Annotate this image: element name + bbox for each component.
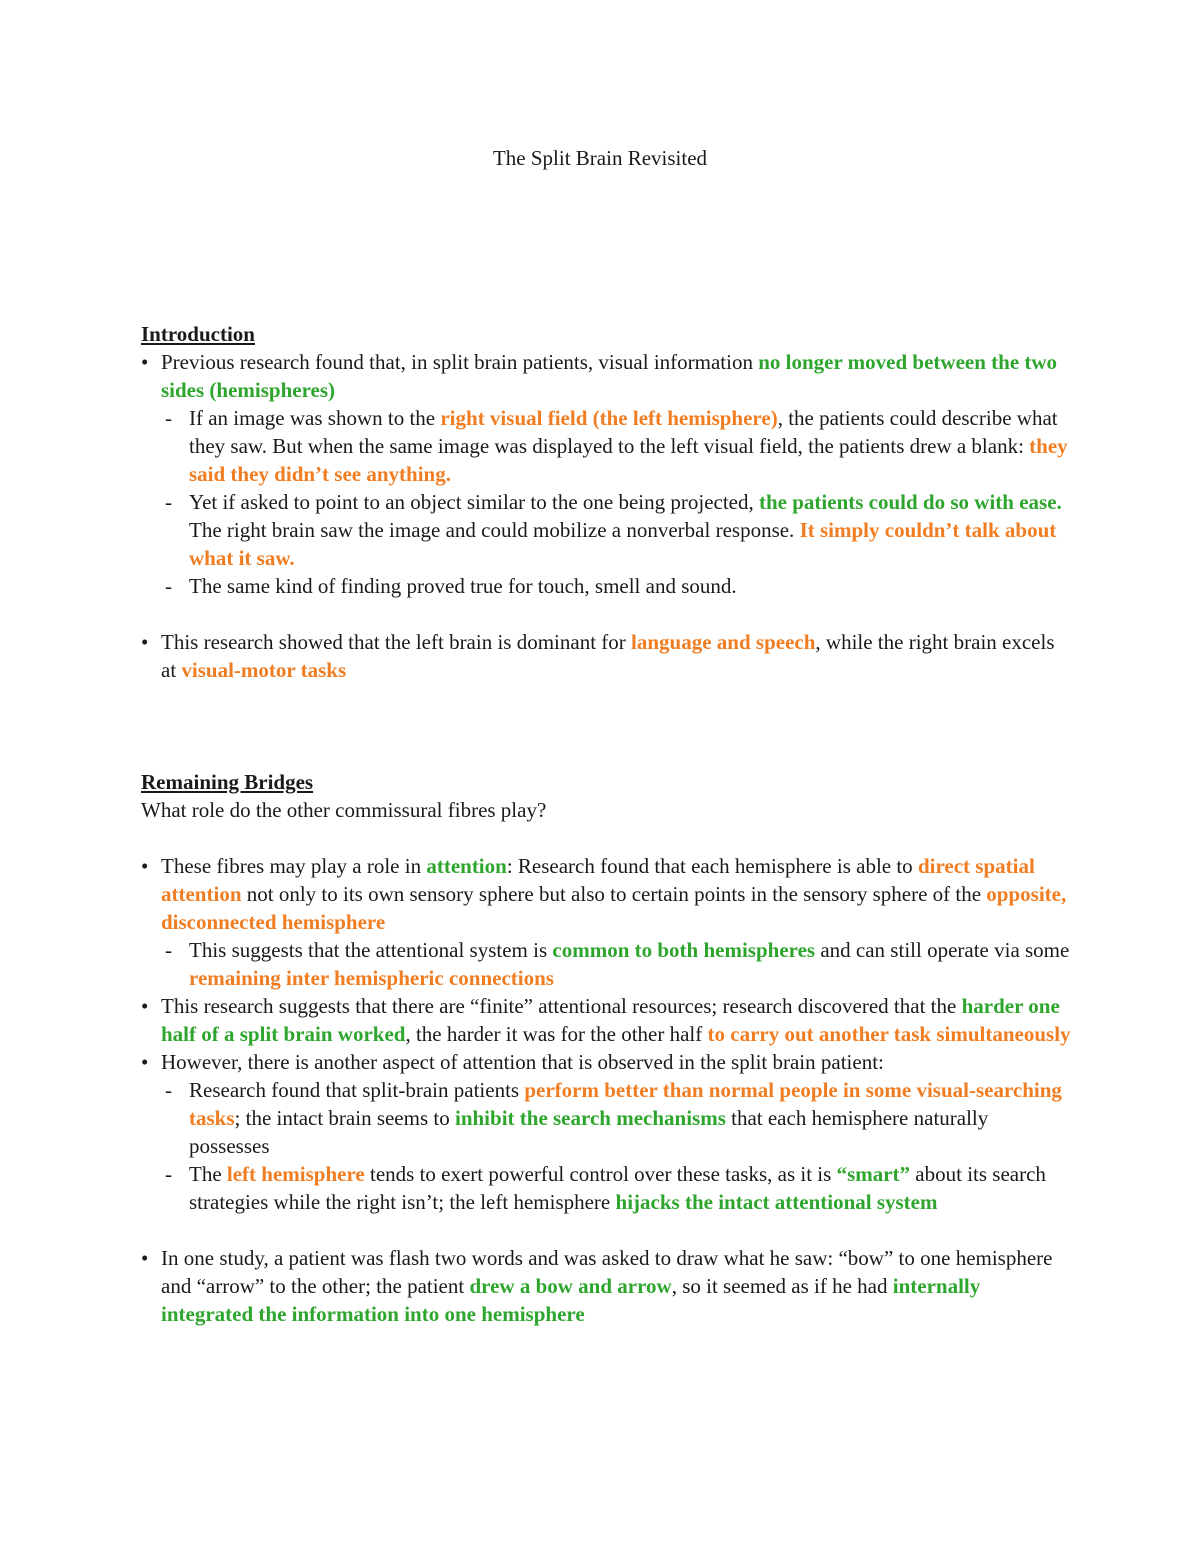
dash-marker: - — [165, 406, 172, 430]
remaining-bridges-section — [141, 768, 1071, 1328]
bullet-marker: • — [141, 1246, 149, 1270]
intro-subitem-3: - The same kind of finding proved true for touch, smell and sound. — [165, 574, 737, 598]
dash-marker: - — [165, 1162, 172, 1186]
dash-marker: - — [165, 938, 172, 962]
intro-subitem-1: - If an image was shown to the right visual field (the left hemisphere), the patients could describe what they saw. But when the same image was displayed to the left visual field, the patients drew a blank: they said they didn’t see anything. — [165, 406, 1068, 486]
bridges-subitem-3: - The left hemisphere tends to exert powerful control over these tasks, as it is “smart” about its search strategies while the right isn’t; the left hemisphere hijacks the intact attentional system — [165, 1162, 1046, 1214]
bullet-marker: • — [141, 630, 149, 654]
spacer — [141, 1216, 1071, 1244]
bullet-marker: • — [141, 994, 149, 1018]
bridges-bullet-1: • These fibres may play a role in attention: Research found that each hemisphere is able to direct spatial attention not only to its own sensory sphere but also to certain points in the sensory sphere of the opposite, disconnected hemisphere — [141, 854, 1067, 934]
spacer — [141, 824, 1071, 852]
bullet-marker: • — [141, 350, 149, 374]
bullet-marker: • — [141, 854, 149, 878]
dash-marker: - — [165, 574, 172, 598]
remaining-bridges-heading: Remaining Bridges — [141, 770, 314, 794]
dash-marker: - — [165, 490, 172, 514]
intro-bullet-1: • Previous research found that, in split brain patients, visual information no longer moved between the two sides (hemispheres) — [141, 350, 1058, 402]
introduction-section — [141, 320, 1071, 684]
dash-marker: - — [165, 1078, 172, 1102]
bridges-bullet-2: • This research suggests that there are “finite” attentional resources; research discovered that the harder one half of a split brain worked, the harder it was for the other half to carry out another task simultaneously — [141, 994, 1071, 1046]
document-title: The Split Brain Revisited — [492, 146, 708, 170]
bridges-question: What role do the other commissural fibres play? — [141, 798, 547, 822]
intro-bullet-2: • This research showed that the left brain is dominant for language and speech, while the right brain excels at visual-motor tasks — [141, 630, 1055, 682]
bridges-bullet-3: • However, there is another aspect of attention that is observed in the split brain patient: — [141, 1050, 884, 1074]
intro-subitem-2: - Yet if asked to point to an object similar to the one being projected, the patients could do so with ease. The right brain saw the image and could mobilize a nonverbal response. It simply couldn’t talk about what it saw. — [165, 490, 1062, 570]
bullet-marker: • — [141, 1050, 149, 1074]
introduction-heading: Introduction — [141, 322, 255, 346]
spacer — [141, 600, 1071, 628]
bridges-bullet-4: • In one study, a patient was flash two words and was asked to draw what he saw: “bow” to one hemisphere and “arrow” to the other; the patient drew a bow and arrow, so it seemed as if he had internally integrated the information into one hemisphere — [141, 1246, 1053, 1326]
bridges-subitem-1: - This suggests that the attentional system is common to both hemispheres and can still operate via some remaining inter hemispheric connections — [165, 938, 1070, 990]
bridges-subitem-2: - Research found that split-brain patients perform better than normal people in some visual-searching tasks; the intact brain seems to inhibit the search mechanisms that each hemisphere naturally possesses — [165, 1078, 1062, 1158]
